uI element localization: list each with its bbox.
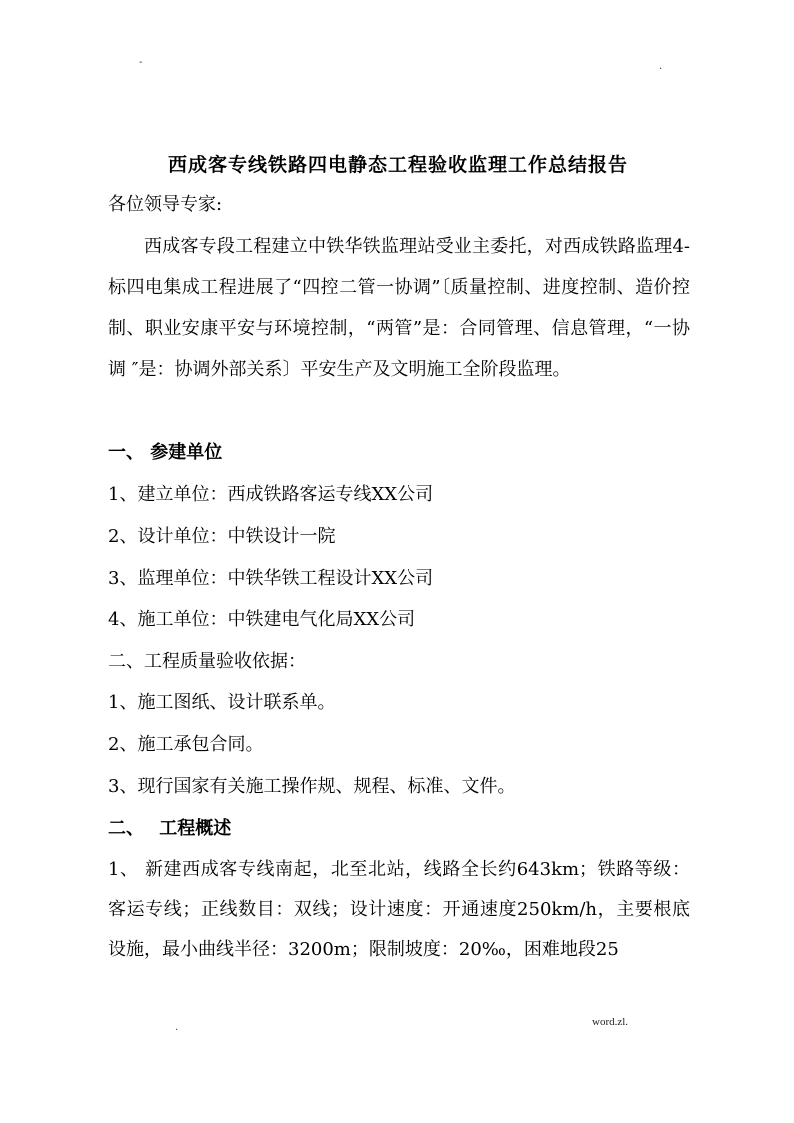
section2-heading: 二、工程质量验收依据： (108, 651, 306, 672)
footer-right-text: word.zl. (592, 1016, 629, 1028)
section2-item-3: 3、现行国家有关施工操作规、规程、标准、文件。 (108, 776, 516, 797)
section1-heading: 一、 参建单位 (108, 442, 223, 463)
section1-item-1: 1、建立单位：西成铁路客运专线XX公司 (108, 484, 434, 505)
intro-paragraph: 西成客专段工程建立中铁华铁监理站受业主委托，对西成铁路监理4-标四电集成工程进展了“四控二管一协调”〔质量控制、进度控制、造价控制、职业安康平安与环境控制，“两管”是：合同管理、信息管理，“一协调 ″是：协调外部关系〕平安生产及文明施工全阶段监理。 (108, 236, 690, 380)
section3-paragraph: 1、 新建西成客专线南起，北至北站，线路全长约643km；铁路等级：客运专线；正线数目：双线；设计速度：开通速度250km/h，主要根底设施，最小曲线半径：3200m；限制坡度：20‰，困难地段25 (108, 859, 690, 960)
header-left-mark: - (139, 57, 143, 68)
salutation: 各位领导专家: (108, 194, 223, 215)
section1-item-3: 3、监理单位：中铁华铁工程设计XX公司 (108, 568, 434, 589)
section3-heading: 二、 工程概述 (108, 818, 232, 839)
section1-item-2: 2、设计单位：中铁设计一院 (108, 526, 336, 547)
document-title: 西成客专线铁路四电静态工程验收监理工作总结报告 (167, 154, 628, 176)
section1-item-4: 4、施工单位：中铁建电气化局XX公司 (108, 609, 416, 630)
header-right-mark: . (659, 61, 663, 72)
section2-item-1: 1、施工图纸、设计联系单。 (108, 692, 336, 713)
footer-left-mark: . (175, 1022, 179, 1033)
section2-item-2: 2、施工承包合同。 (108, 734, 264, 755)
